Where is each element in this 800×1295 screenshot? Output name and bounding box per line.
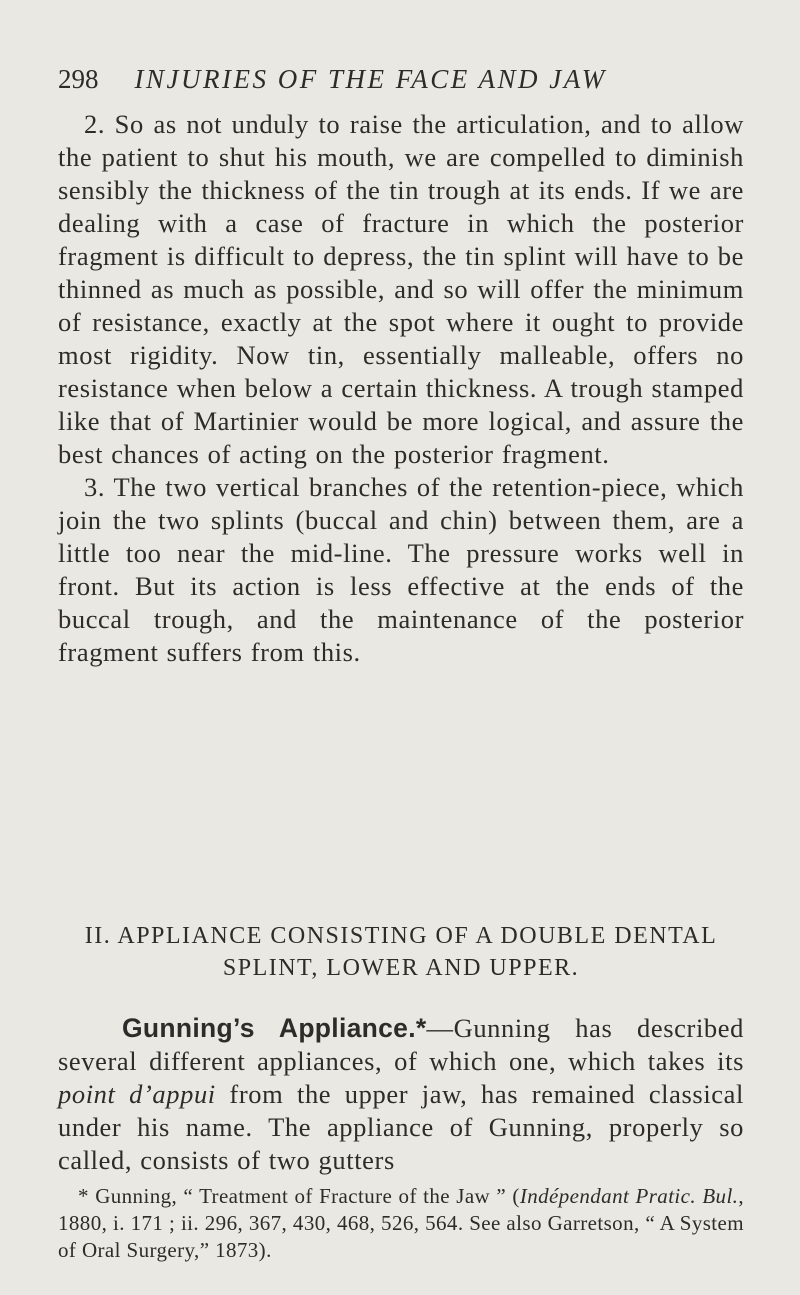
paragraph-text-part-2: from the upper jaw, has remained classical under his name. The appliance of Gunning, properly so called, consists of two gutters	[58, 1079, 744, 1175]
footnote	[58, 1183, 744, 1264]
body-text	[58, 108, 744, 669]
paragraph-point-3: 3. The two vertical branches of the retention-piece, which join the two splints (buccal and chin) between them, are a little too near the mid-line. The pressure works well in front. But its action is less effective at the ends of the buccal trough, and the maintenance of the posterior fragment suffers from this.	[58, 472, 744, 667]
running-title: INJURIES OF THE FACE AND JAW	[134, 64, 607, 94]
paragraph-text-part-1: —Gunning has described several different appliances, of which one, which takes its	[58, 1013, 744, 1076]
paragraph-point-2: 2. So as not unduly to raise the articulation, and to allow the patient to shut his mouth, we are compelled to diminish sensibly the thickness of the tin trough at its ends. If we are dealing with a case of fracture in which the posterior fragment is difficult to depress, the tin splint will have to be thinned as much as possible, and so will offer the minimum of resistance, exactly at the spot where it ought to provide most rigidity. Now tin, essentially malleable, offers no resistance when below a certain thickness. A trough stamped like that of Martinier would be more logical, and assure the best chances of acting on the posterior fragment.	[58, 109, 744, 469]
paragraph-lead-title: Gunning’s Appliance.*	[122, 1013, 427, 1043]
footnote-text-part-2: , 1880, i. 171 ; ii. 296, 367, 430, 468, 526, 564. See also Garretson, “ A System of Oral Surgery,” 1873).	[58, 1184, 744, 1262]
section-heading-line-2: SPLINT, LOWER AND UPPER.	[222, 955, 580, 981]
section-heading	[58, 920, 744, 984]
running-header	[58, 62, 748, 96]
footnote-text-part-1: * Gunning, “ Treatment of Fracture of the Jaw ” (	[78, 1184, 520, 1208]
footnote-italic-title: Indépendant Pratic. Bul.	[519, 1184, 739, 1208]
gunning-appliance-paragraph	[58, 1012, 744, 1177]
section-heading-line-1: II. APPLIANCE CONSISTING OF A DOUBLE DENTAL	[84, 923, 718, 949]
paragraph-italic-term: point d’appui	[58, 1079, 216, 1109]
page-number: 298	[58, 64, 99, 94]
